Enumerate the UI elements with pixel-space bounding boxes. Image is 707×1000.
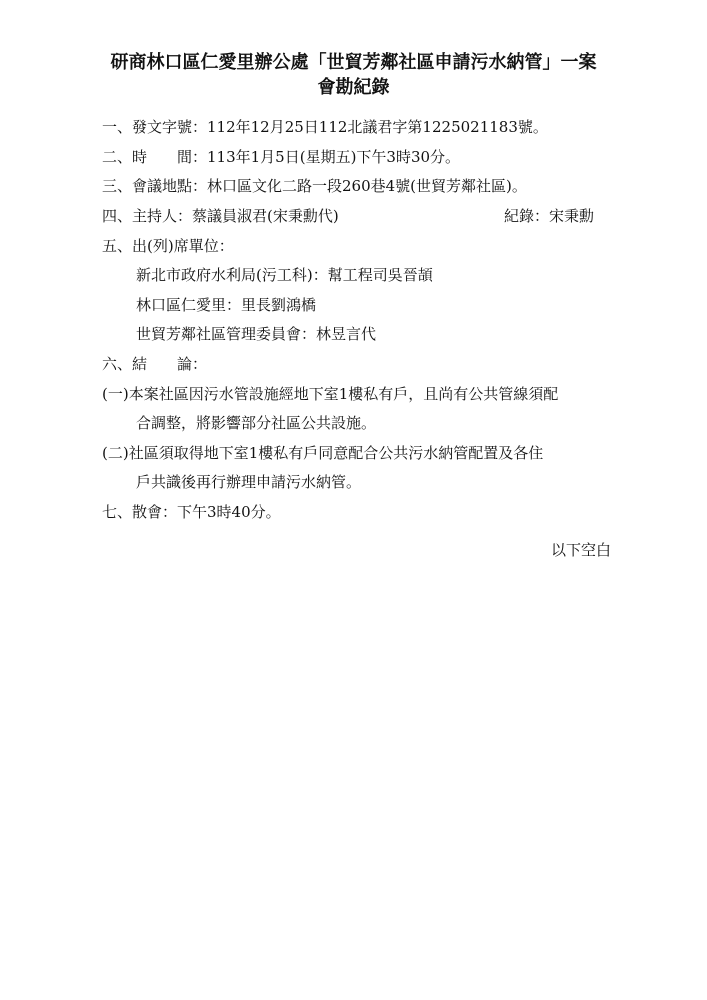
item-location: 三、會議地點：林口區文化二路一段260巷4號(世貿芳鄰社區)。	[102, 177, 527, 195]
conclusion-1-line2: 合調整，將影響部分社區公共設施。	[136, 414, 377, 432]
attendees-heading: 五、出(列)席單位：	[102, 237, 234, 255]
item-adjourn: 七、散會：下午3時40分。	[102, 503, 281, 521]
item-time: 二、時 間：113年1月5日(星期五)下午3時30分。	[102, 148, 461, 166]
item-recorder: 紀錄：宋秉勳	[504, 207, 595, 225]
attendee-item: 世貿芳鄰社區管理委員會：林昱言代	[136, 325, 377, 343]
conclusion-2-line1: (二)社區須取得地下室1樓私有戶同意配合公共污水納管配置及各住	[102, 444, 544, 462]
attendee-item: 新北市政府水利局(污工科)：幫工程司吳晉頡	[136, 266, 433, 284]
item-host: 四、主持人：蔡議員淑君(宋秉勳代)	[102, 207, 339, 225]
closing-note: 以下空白	[550, 541, 611, 559]
conclusion-1-line1: (一)本案社區因污水管設施經地下室1樓私有戶，且尚有公共管線須配	[102, 385, 559, 403]
document-title-line1: 研商林口區仁愛里辦公處「世貿芳鄰社區申請污水納管」一案	[110, 52, 597, 73]
conclusion-2-line2: 戶共識後再行辦理申請污水納管。	[136, 473, 362, 491]
item-doc-number: 一、發文字號：112年12月25日112北議君字第1225021183號。	[102, 118, 548, 136]
document-title-line2: 會勘紀錄	[317, 77, 390, 98]
conclusion-heading: 六、結 論：	[102, 355, 208, 373]
attendee-item: 林口區仁愛里：里長劉鴻橋	[136, 296, 317, 314]
